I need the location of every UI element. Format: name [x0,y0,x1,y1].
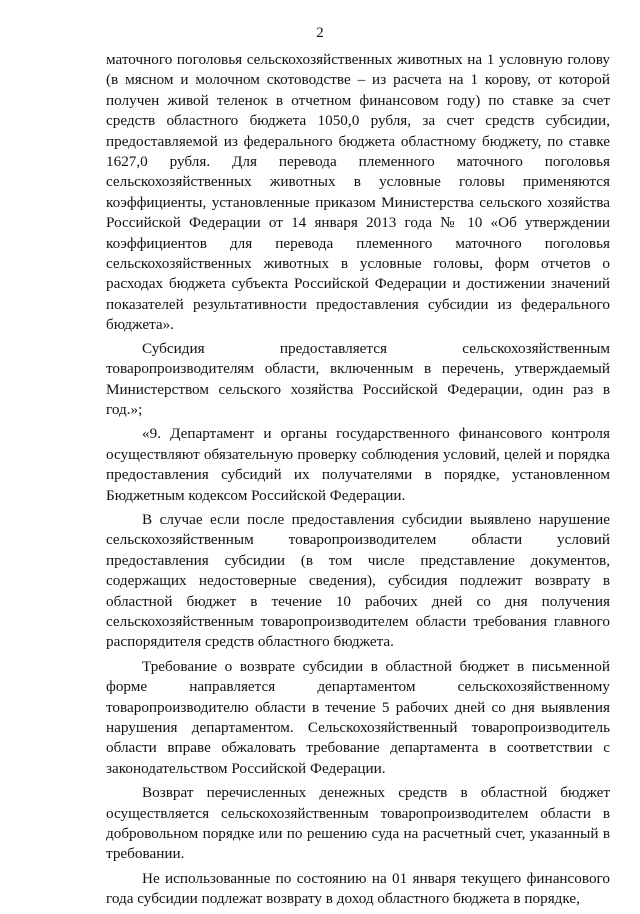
page-number: 2 [316,25,324,41]
paragraph-continuation: маточного поголовья сельскохозяйственных животных на 1 условную голову (в мясном и молочном скотоводстве – из расчета на 1 корову, от которой получен живой теленок в отчетном финансовом году) по ставке за счет средств областного бюджета 1050,0 рубля, за счет средств субсидии, предоставляемой из федерального бюджета областному бюджету, по ставке 1627,0 рубля. Для перевода племенного маточного поголовья сельскохозяйственных животных в условные головы применяются коэффициенты, установленные приказом Министерства сельского хозяйства Российской Федерации от 14 января 2013 года № 10 «Об утверждении коэффициентов для перевода племенного маточного поголовья сельскохозяйственных животных в условные головы, форм отчетов о расходах бюджета субъекта Российской Федерации и достижении значений показателей результативности предоставления субсидии из федерального бюджета». [106,51,610,334]
paragraph-voluntary-return: Возврат перечисленных денежных средств в областной бюджет осуществляется сельскохозяйственным товаропроизводителем области в добровольном порядке или по решению суда на расчетный счет, указанный в требовании. [106,784,610,863]
paragraph-unused-subsidies: Не использованные по состоянию на 01 января текущего финансового года субсидии подлежат возврату в доход областного бюджета в порядке, [106,869,610,908]
paragraph-return-requirement: Требование о возврате субсидии в областной бюджет в письменной форме направляется департаментом сельскохозяйственному товаропроизводителю области в течение 5 рабочих дней со дня выявления нарушения департаментом. Сельскохозяйственный товаропроизводитель области вправе обжаловать требование департамента в соответствии с законодательством Российской Федерации. [106,657,610,777]
paragraph-subsidy-provision: Субсидия предоставляется сельскохозяйственным товаропроизводителям области, включенным в перечень, утверждаемый Министерством сельского хозяйства Российской Федерации, один раз в год.»; [106,339,610,418]
document-body [106,50,610,914]
paragraph-violation-return: В случае если после предоставления субсидии выявлено нарушение сельскохозяйственным товаропроизводителем области условий предоставления субсидии (в том числе представление документов, содержащих недостоверные сведения), субсидия подлежит возврату в областной бюджет в течение 10 рабочих дней со дня получения сельскохозяйственным товаропроизводителем области требования главного распорядителя средств областного бюджета. [106,510,610,651]
paragraph-item-9: «9. Департамент и органы государственного финансового контроля осуществляют обязательную проверку соблюдения условий, целей и порядка предоставления субсидий их получателями в порядке, установленном Бюджетным кодексом Российской Федерации. [106,425,610,504]
